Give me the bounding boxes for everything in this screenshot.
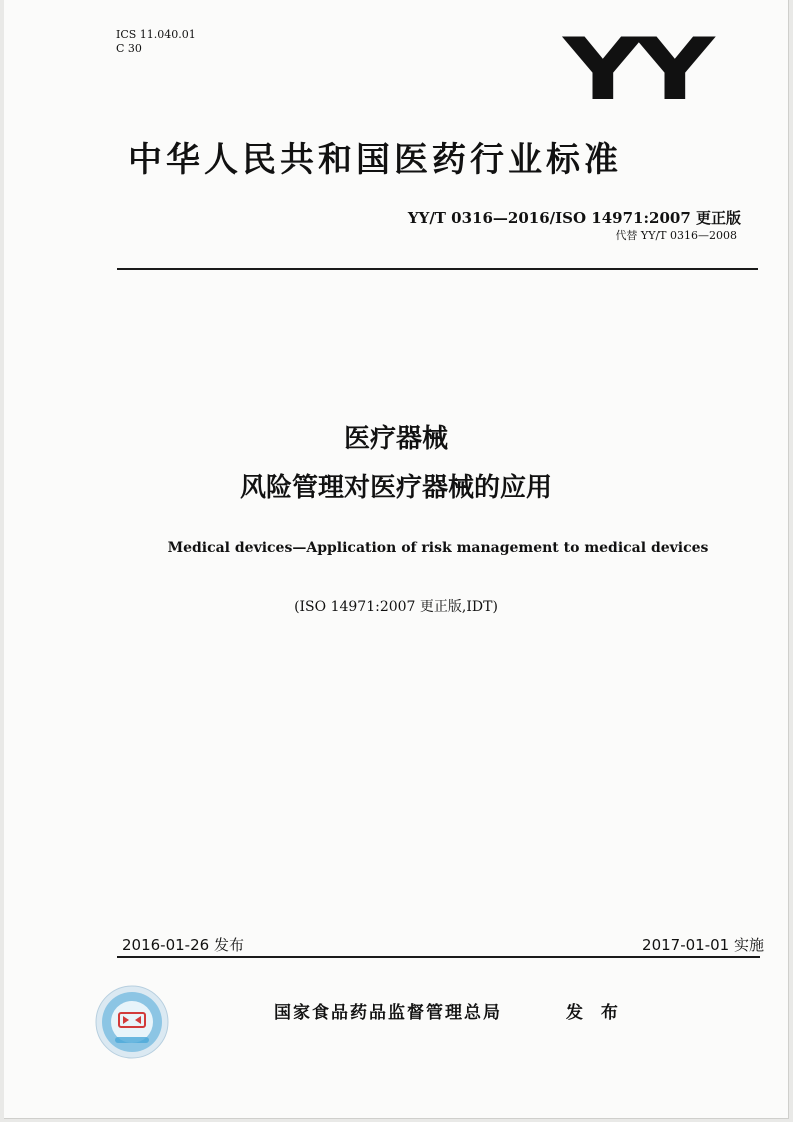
- standard-code: YY/T 0316—2016/ISO 14971:2007 更正版: [407, 209, 741, 227]
- title-line-1: 医疗器械: [343, 424, 448, 454]
- ics-classification: [116, 28, 196, 56]
- document-page: [4, 0, 789, 1119]
- implementation-date: 2017-01-01 实施: [642, 936, 764, 954]
- anti-counterfeit-seal-icon: [95, 985, 169, 1059]
- footer-divider: [117, 956, 760, 958]
- english-title: Medical devices—Application of risk management to medical devices: [167, 540, 709, 556]
- yy-logo: YY: [563, 20, 708, 120]
- ccs-code: C 30: [116, 42, 142, 55]
- iso-equivalence: (ISO 14971:2007 更正版,IDT): [294, 599, 498, 615]
- ics-code: ICS 11.040.01: [116, 28, 196, 41]
- issue-date: 2016-01-26 发布: [122, 936, 244, 954]
- issued-label: 发 布: [566, 1003, 624, 1023]
- issuing-authority: 国家食品药品监督管理总局: [274, 1003, 502, 1023]
- replaces-note: 代替 YY/T 0316—2008: [615, 229, 737, 242]
- standard-title: 中华人民共和国医药行业标准: [128, 140, 622, 180]
- title-line-2: 风险管理对医疗器械的应用: [239, 473, 552, 503]
- header-divider: [117, 268, 758, 270]
